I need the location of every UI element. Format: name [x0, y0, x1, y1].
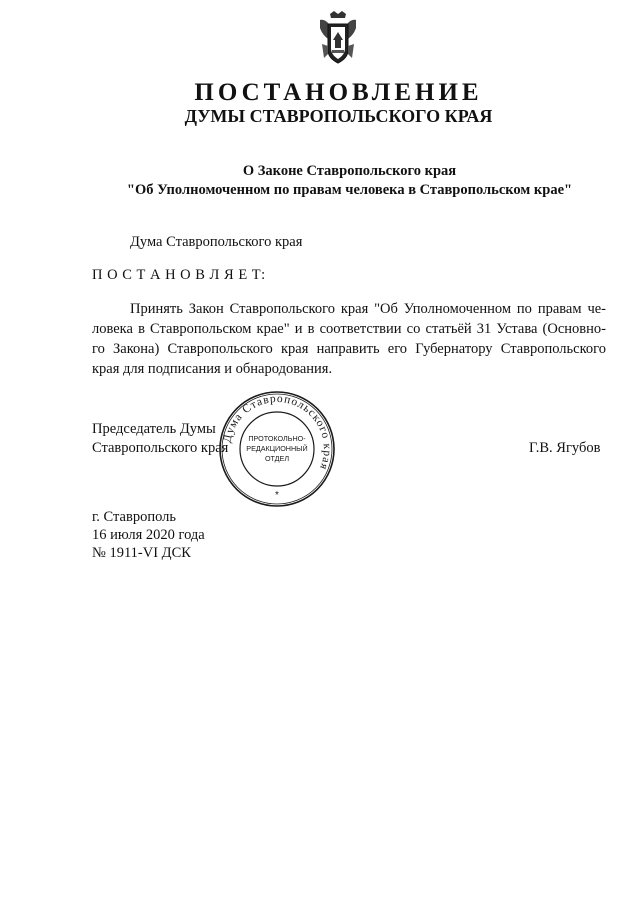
stamp-inner-line-3: ОТДЕЛ: [264, 454, 290, 463]
issuer-text: Дума Ставропольского края: [130, 234, 303, 250]
paragraph-line: Принять Закон Ставропольского края "Об Уполномоченном по правам че-: [130, 301, 606, 317]
paragraph-line: ловека в Ставропольском крае" и в соответствии со статьёй 31 Устава (Основно-: [92, 321, 606, 337]
city-text: г. Ставрополь: [92, 509, 177, 525]
paragraph-line: края для подписания и обнародования.: [92, 361, 333, 377]
signature-position-line-2: Ставропольского края: [92, 440, 229, 456]
signatory-name: Г.В. Ягубов: [529, 440, 601, 456]
stamp-ring-text: Дума Ставропольского края: [221, 392, 334, 472]
resolves-text: П О С Т А Н О В Л Я Е Т:: [92, 267, 266, 283]
date-text: 16 июля 2020 года: [92, 527, 205, 543]
subject-line-2: "Об Уполномоченном по правам человека в Ставропольском крае": [126, 182, 573, 198]
stamp-inner-line-1: ПРОТОКОЛЬНО-: [248, 434, 306, 443]
document-title: ПОСТАНОВЛЕНИЕ: [194, 79, 483, 106]
coat-of-arms-icon: [316, 10, 360, 66]
resolution-paragraph: [92, 299, 606, 379]
stamp-inner-line-2: РЕДАКЦИОННЫЙ: [246, 444, 308, 453]
stamp-star-icon: *: [275, 490, 279, 501]
official-stamp: [218, 390, 336, 508]
subject-line-1: О Законе Ставропольского края: [242, 163, 457, 179]
paragraph-line: го Закона) Ставропольского края направить его Губернатору Ставропольского: [92, 341, 606, 357]
signature-position-line-1: Председатель Думы: [92, 421, 216, 437]
document-number: № 1911-VI ДСК: [92, 545, 191, 561]
document-subtitle: ДУМЫ СТАВРОПОЛЬСКОГО КРАЯ: [184, 106, 493, 126]
